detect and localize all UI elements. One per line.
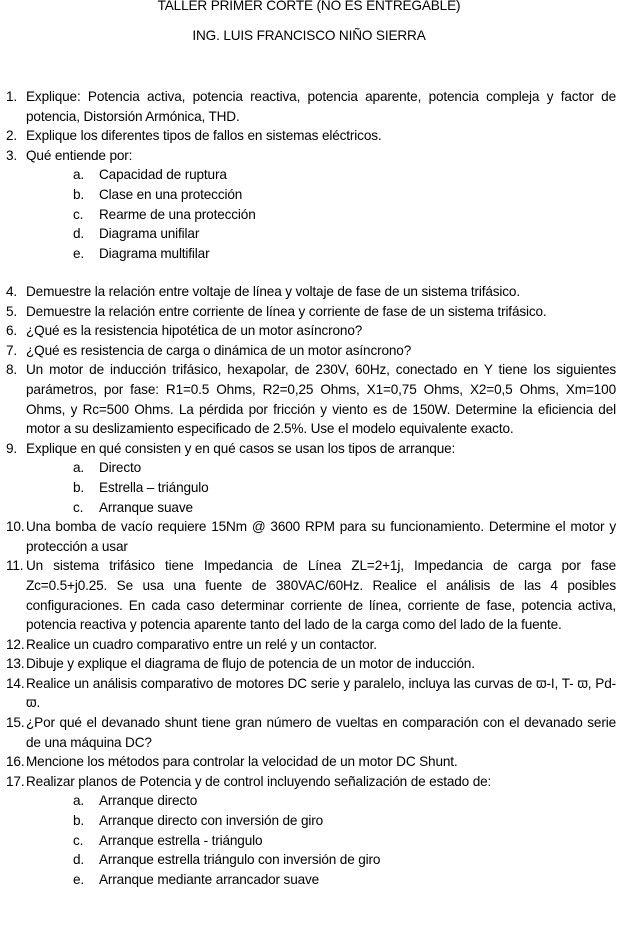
sub-item-letter: c.	[73, 206, 84, 222]
question-number: 14.	[6, 675, 25, 691]
sub-item	[26, 458, 616, 478]
sub-item	[26, 478, 616, 498]
question-text: Demuestre la relación entre voltaje de línea y voltaje de fase de un sistema trifásico.	[26, 284, 520, 299]
question-text: Una bomba de vacío requiere 15Nm @ 3600 RPM para su funcionamiento. Determine el motor y protección a usar	[26, 519, 616, 554]
question-14	[6, 674, 616, 713]
question-1	[6, 87, 616, 126]
sub-item	[26, 224, 616, 244]
sub-item-letter: b.	[73, 813, 85, 829]
sub-item-text: Arranque directo	[99, 793, 198, 809]
sub-item-text: Arranque suave	[99, 499, 193, 515]
sub-item-letter: d.	[73, 226, 85, 242]
question-number: 11.	[6, 558, 24, 574]
sub-item-text: Diagrama multifilar	[99, 245, 210, 261]
sub-item-letter: e.	[73, 871, 85, 887]
sub-list	[26, 458, 616, 517]
question-text: ¿Por qué el devanado shunt tiene gran número de vueltas en comparación con el devanado serie de una máquina DC?	[26, 715, 616, 750]
sub-list	[26, 165, 616, 263]
sub-item-letter: b.	[73, 479, 85, 495]
question-text: Realizar planos de Potencia y de control incluyendo señalización de estado de:	[26, 773, 492, 789]
sub-item-letter: a.	[73, 793, 85, 809]
question-3	[6, 146, 616, 264]
sub-item-text: Estrella – triángulo	[99, 479, 209, 495]
sub-item-letter: e.	[73, 245, 85, 261]
question-number: 2.	[6, 128, 18, 144]
question-number: 13.	[6, 656, 25, 672]
sub-item-text: Diagrama unifilar	[99, 226, 200, 242]
question-2	[6, 126, 616, 146]
question-text: Mencione los métodos para controlar la velocidad de un motor DC Shunt.	[26, 754, 458, 770]
question-16	[6, 752, 616, 772]
sub-item	[26, 205, 616, 225]
question-4	[6, 282, 616, 302]
question-text: ¿Qué es resistencia de carga o dinámica de un motor asíncrono?	[26, 342, 412, 358]
sub-item-text: Directo	[99, 460, 142, 476]
sub-item	[26, 870, 616, 890]
question-11	[6, 556, 616, 634]
sub-item	[26, 185, 616, 205]
sub-item	[26, 811, 616, 831]
sub-item	[26, 165, 616, 185]
sub-item-text: Rearme de una protección	[99, 206, 256, 222]
question-9	[6, 439, 616, 517]
document-title: TALLER PRIMER CORTE (NO ES ENTREGABLE)	[157, 0, 461, 13]
question-list-part-2	[6, 282, 616, 889]
question-number: 17.	[6, 773, 25, 789]
sub-item-letter: a.	[73, 460, 85, 476]
question-text: Qué entiende por:	[26, 147, 133, 163]
question-17	[6, 772, 616, 890]
question-number: 3.	[6, 147, 18, 163]
question-number: 7.	[6, 342, 18, 358]
sub-item-text: Arranque mediante arrancador suave	[99, 871, 320, 887]
question-number: 15.	[6, 715, 25, 731]
question-number: 4.	[6, 284, 18, 299]
question-text: Explique los diferentes tipos de fallos en sistemas eléctricos.	[26, 128, 382, 144]
question-text: Un sistema trifásico tiene Impedancia de Línea ZL=2+1j, Impedancia de carga por fase Zc=0.5+j0.25. Se usa una fuente de 380VAC/60Hz. Realice el análisis de las 4 posibles configuraciones. En cada caso determinar corriente de línea, corriente de fase, potencia activa, potencia reactiva y potencia aparente tanto del lado de la carga como del lado de la fuente.	[26, 558, 616, 633]
sub-item-letter: c.	[73, 832, 84, 848]
sub-item-letter: c.	[73, 499, 84, 515]
question-text: Demuestre la relación entre corriente de línea y corriente de fase de un sistema trifásico.	[26, 303, 547, 319]
sub-item-letter: b.	[73, 186, 85, 202]
sub-item-text: Capacidad de ruptura	[99, 167, 227, 183]
sub-list	[26, 791, 616, 889]
question-15	[6, 713, 616, 752]
question-text: Explique en qué consisten y en qué casos se usan los tipos de arranque:	[26, 440, 456, 456]
question-12	[6, 635, 616, 655]
sub-item	[26, 850, 616, 870]
question-text: Dibuje y explique el diagrama de flujo de potencia de un motor de inducción.	[26, 656, 475, 672]
question-number: 12.	[6, 636, 25, 652]
sub-item-letter: d.	[73, 852, 85, 868]
question-number: 16.	[6, 754, 25, 770]
question-number: 8.	[6, 362, 18, 378]
sub-item	[26, 498, 616, 518]
question-text: ¿Qué es la resistencia hipotética de un motor asíncrono?	[26, 323, 363, 339]
question-number: 10.	[6, 519, 25, 535]
question-7	[6, 341, 616, 361]
question-text: Realice un cuadro comparativo entre un relé y un contactor.	[26, 636, 377, 652]
question-list-part-1	[6, 87, 616, 263]
question-13	[6, 654, 616, 674]
question-8	[6, 360, 616, 438]
question-text: Explique: Potencia activa, potencia reactiva, potencia aparente, potencia compleja y factor de potencia, Distorsión Armónica, THD.	[26, 89, 616, 124]
question-number: 6.	[6, 323, 18, 339]
question-text: Un motor de inducción trifásico, hexapolar, de 230V, 60Hz, conectado en Y tiene los siguientes parámetros, por fase: R1=0.5 Ohms, R2=0,25 Ohms, X1=0,75 Ohms, X2=0,5 Ohms, Xm=100 Ohms, y Rc=500 Ohms. La pérdida por fricción y viento es de 150W. Determine la eficiencia del motor a su deslizamiento especificado de 2.5%. Use el modelo equivalente exacto.	[26, 362, 616, 437]
sub-item	[26, 244, 616, 264]
question-10	[6, 517, 616, 556]
question-5	[6, 302, 616, 322]
question-number: 1.	[6, 89, 18, 104]
sub-item-letter: a.	[73, 167, 85, 183]
question-number: 9.	[6, 440, 18, 456]
sub-item	[26, 791, 616, 811]
sub-item	[26, 831, 616, 851]
sub-item-text: Clase en una protección	[99, 186, 243, 202]
question-text: Realice un análisis comparativo de motores DC serie y paralelo, incluya las curvas de ϖ-I, T- ϖ, Pd- ϖ.	[26, 675, 616, 711]
document-author: ING. LUIS FRANCISCO NIÑO SIERRA	[192, 28, 426, 43]
sub-item-text: Arranque directo con inversión de giro	[99, 813, 324, 829]
question-number: 5.	[6, 303, 18, 319]
question-6	[6, 321, 616, 341]
sub-item-text: Arranque estrella - triángulo	[99, 832, 263, 848]
sub-item-text: Arranque estrella triángulo con inversión de giro	[99, 852, 381, 868]
